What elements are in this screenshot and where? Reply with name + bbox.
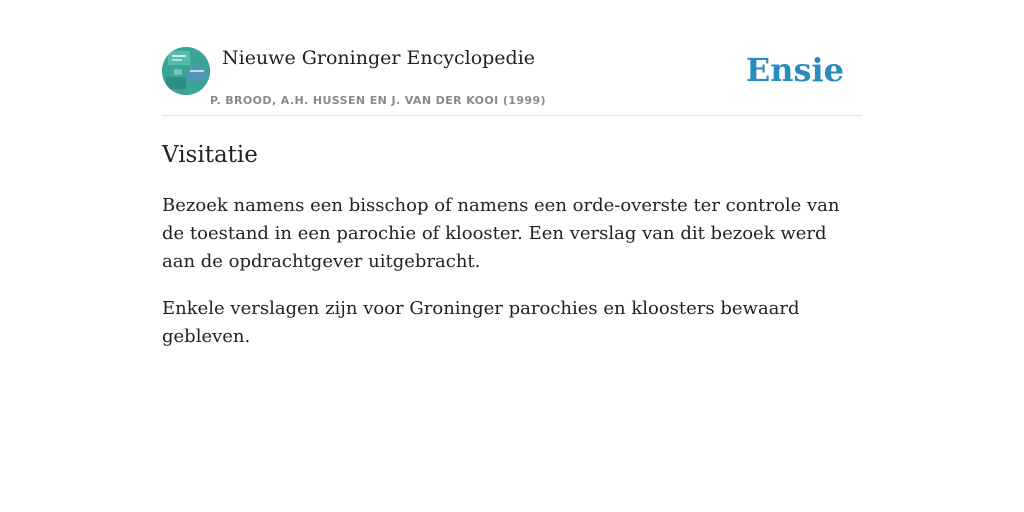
source-authors: P. BROOD, A.H. HUSSEN EN J. VAN DER KOOI (1999) [210,94,546,107]
ensie-logo-link[interactable]: Ensie [745,51,844,89]
entry-paragraph: Bezoek namens een bisschop of namens een orde-overste ter controle van de toestand in een parochie of klooster. Een verslag van dit bezoek werd aan de opdrachtgever uitgebracht. [162,195,840,272]
source-header [162,40,862,116]
source-cover-image[interactable] [162,47,210,95]
book-cover-icon [162,47,210,95]
entry-paragraph: Enkele verslagen zijn voor Groninger parochies en kloosters bewaard gebleven. [162,298,800,347]
entry-title: Visitatie [162,142,258,168]
source-title[interactable]: Nieuwe Groninger Encyclopedie [222,47,536,69]
entry-body [162,192,852,370]
